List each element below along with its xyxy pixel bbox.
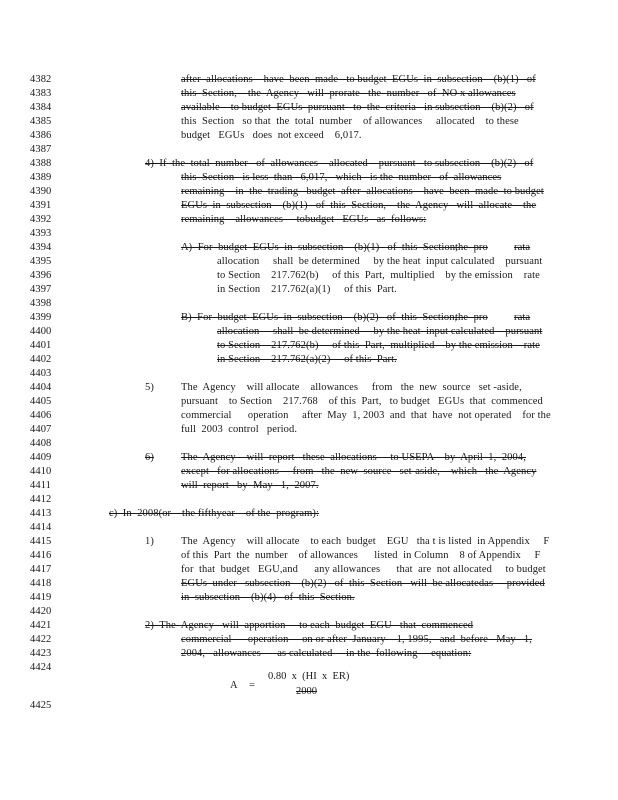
text-line: remaining allowances tobudget EGUs as follows:: [181, 214, 427, 225]
line-number: 4385: [30, 116, 52, 127]
text-line: to Section 217.762(b) of this Part, multiplied by the emission rate: [217, 270, 540, 281]
list-marker: 5): [145, 382, 154, 393]
line-number: 4403: [30, 368, 52, 379]
text-line: for that budget EGU,and any allowances that are not allocated to budget: [181, 564, 546, 575]
line-number: 4387: [30, 144, 52, 155]
list-marker: 1): [145, 536, 154, 547]
line-number: 4425: [30, 700, 52, 711]
line-number: 4389: [30, 172, 52, 183]
line-number: 4384: [30, 102, 52, 113]
line-number: 4420: [30, 606, 52, 617]
line-number: 4392: [30, 214, 52, 225]
section-heading: c) In 2008(or the fifthyear of the program):: [109, 508, 319, 519]
text-line: The Agency will allocate allowances from the new source set -aside,: [181, 382, 522, 393]
text-line: to Section 217.762(b) of this Part, multiplied by the emission rate: [217, 340, 540, 351]
line-number: 4417: [30, 564, 52, 575]
line-number: 4422: [30, 634, 52, 645]
line-number: 4418: [30, 578, 52, 589]
text-line: of this Part the number of allowances listed in Column 8 of Appendix F: [181, 550, 541, 561]
line-number: 4416: [30, 550, 52, 561]
equation-lhs: A: [230, 680, 238, 691]
equation-equals: =: [249, 680, 255, 691]
list-marker: 6): [145, 452, 154, 463]
text-line: The Agency will report these allocations to USEPA by April 1, 2004,: [181, 452, 526, 463]
text-line: B) For budget EGUs in subsection (b)(2) of this Section,: [181, 312, 458, 323]
line-number: 4408: [30, 438, 52, 449]
line-number: 4402: [30, 354, 52, 365]
text-line: pursuant to Section 217.768 of this Part, to budget EGUs that commenced: [181, 396, 543, 407]
line-number: 4398: [30, 298, 52, 309]
text-line: in Section 217.762(a)(1) of this Part.: [217, 284, 397, 295]
line-number: 4401: [30, 340, 52, 351]
text-line: remaining in the trading budget after allocations have been made to budget: [181, 186, 544, 197]
text-line: this Section, the Agency will prorate the number of NO x allowances: [181, 88, 516, 99]
text-line: the pro: [455, 312, 488, 323]
text-line: A) For budget EGUs in subsection (b)(1) of this Section,: [181, 242, 458, 253]
line-number: 4400: [30, 326, 52, 337]
text-line: EGUs under subsection (b)(2) of this Section will be allocatedas provided: [181, 578, 545, 589]
text-line: this Section so that the total number of allowances allocated to these: [181, 116, 519, 127]
text-line: budget EGUs does not exceed 6,017.: [181, 130, 362, 141]
line-number: 4414: [30, 522, 52, 533]
line-number: 4396: [30, 270, 52, 281]
line-number: 4383: [30, 88, 52, 99]
text-line: EGUs in subsection (b)(1) of this Section, the Agency will allocate the: [181, 200, 537, 211]
line-number: 4413: [30, 508, 52, 519]
line-number: 4423: [30, 648, 52, 659]
equation-numerator: 0.80 x (HI x ER): [268, 671, 350, 682]
text-line: in Section 217.762(a)(2) of this Part.: [217, 354, 397, 365]
text-line: the pro: [455, 242, 488, 253]
text-line: 4) If the total number of allowances allocated pursuant to subsection (b)(2) of: [145, 158, 534, 169]
text-line: rata: [514, 312, 531, 323]
text-line: rata: [514, 242, 531, 253]
line-number: 4411: [30, 480, 52, 491]
line-number: 4419: [30, 592, 52, 603]
line-number: 4415: [30, 536, 52, 547]
line-number: 4386: [30, 130, 52, 141]
line-number: 4388: [30, 158, 52, 169]
text-line: this Section is less than 6,017, which is the number of allowances: [181, 172, 502, 183]
text-line: commercial operation on or after January 1, 1995, and before May 1,: [181, 634, 533, 645]
line-number: 4421: [30, 620, 52, 631]
line-number: 4409: [30, 452, 52, 463]
line-number: 4397: [30, 284, 52, 295]
line-number: 4404: [30, 382, 52, 393]
text-line: 2) The Agency will apportion to each budget EGU that commenced: [145, 620, 474, 631]
text-line: in subsection (b)(4) of this Section.: [181, 592, 355, 603]
text-line: 2004, allowances as calculated in the following equation:: [181, 648, 472, 659]
text-line: commercial operation after May 1, 2003 and that have not operated for the: [181, 410, 551, 421]
text-line: full 2003 control period.: [181, 424, 298, 435]
line-number: 4405: [30, 396, 52, 407]
line-number: 4407: [30, 424, 52, 435]
text-line: after allocations have been made to budget EGUs in subsection (b)(1) of: [181, 74, 536, 85]
line-number: 4399: [30, 312, 52, 323]
line-number: 4394: [30, 242, 52, 253]
line-number: 4390: [30, 186, 52, 197]
line-number: 4412: [30, 494, 52, 505]
text-line: The Agency will allocate to each budget EGU tha t is listed in Appendix F: [181, 536, 550, 547]
text-line: except for allocations from the new source set-aside, which the Agency: [181, 466, 537, 477]
line-number: 4406: [30, 410, 52, 421]
line-number: 4391: [30, 200, 52, 211]
text-line: allocation shall be determined by the heat input calculated pursuant: [217, 256, 543, 267]
line-number: 4424: [30, 662, 52, 673]
line-number: 4393: [30, 228, 52, 239]
equation-denominator: 2000: [296, 686, 317, 697]
line-number: 4410: [30, 466, 52, 477]
line-number: 4382: [30, 74, 52, 85]
text-line: available to budget EGUs pursuant to the criteria in subsection (b)(2) of: [181, 102, 534, 113]
text-line: allocation shall be determined by the heat input calculated pursuant: [217, 326, 543, 337]
text-line: will report by May 1, 2007.: [181, 480, 319, 491]
line-number: 4395: [30, 256, 52, 267]
